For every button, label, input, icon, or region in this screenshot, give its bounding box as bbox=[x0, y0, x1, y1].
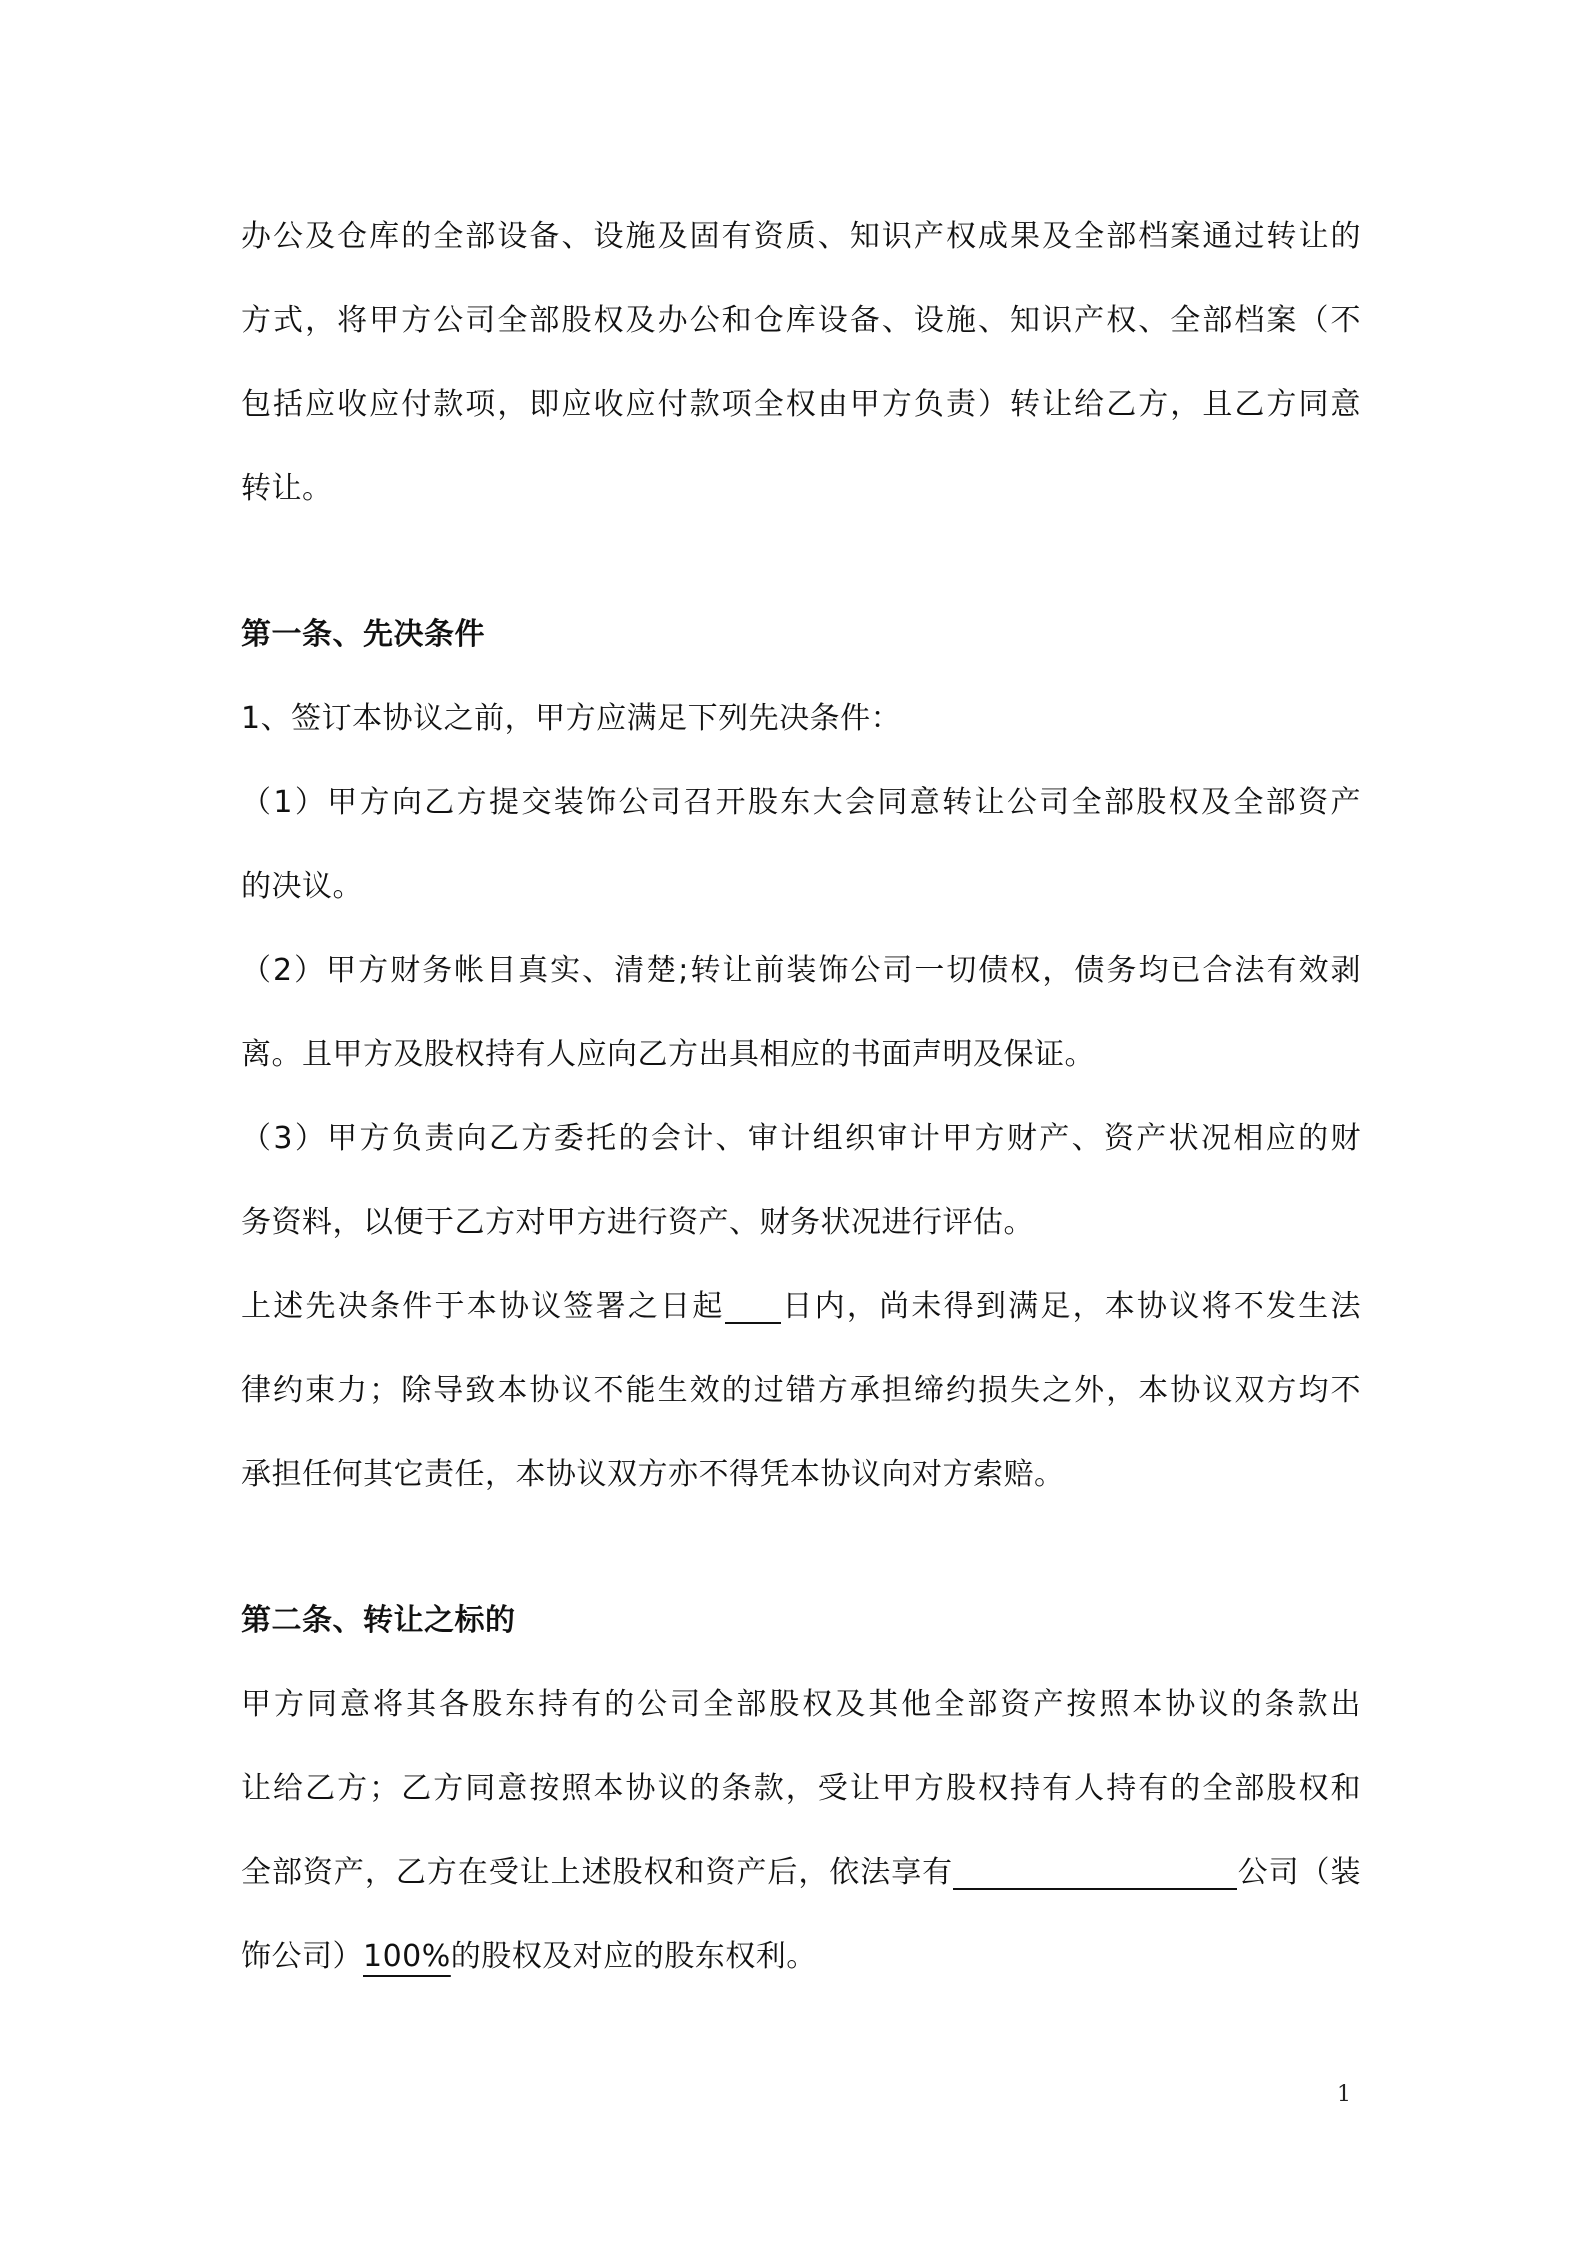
article-2-text-before-blank: 全部资产，乙方在受让上述股权和资产后，依法享有 bbox=[241, 1855, 954, 1890]
paragraph-gap bbox=[241, 1517, 1361, 1579]
article-1-sub-2-line-1: （2）甲方财务帐目真实、清楚;转让前装饰公司一切债权，债务均已合法有效剥 bbox=[241, 953, 1361, 988]
article-2-line-4-prefix: 饰公司） bbox=[241, 1939, 363, 1974]
condition-text-before-blank: 上述先决条件于本协议签署之日起 bbox=[241, 1289, 725, 1324]
page-number: 1 bbox=[1337, 2082, 1351, 2107]
intro-line-4: 转让。 bbox=[241, 471, 333, 506]
company-name-blank-field bbox=[953, 1858, 1237, 1890]
article-1-sub-1-line-1: （1）甲方向乙方提交装饰公司召开股东大会同意转让公司全部股权及全部资产 bbox=[241, 785, 1361, 820]
article-1-heading: 第一条、先决条件 bbox=[241, 617, 485, 652]
days-blank-field bbox=[725, 1292, 781, 1324]
article-2-line-4 bbox=[241, 1915, 1361, 1999]
intro-line-2: 方式，将甲方公司全部股权及办公和仓库设备、设施、知识产权、全部档案（不 bbox=[241, 303, 1361, 338]
paragraph-gap bbox=[241, 531, 1361, 593]
article-1-sub-2-line-2: 离。且甲方及股权持有人应向乙方出具相应的书面声明及保证。 bbox=[241, 1037, 1095, 1072]
article-1-sub-1-line-2: 的决议。 bbox=[241, 869, 363, 904]
article-1-sub-3-line-2: 务资料，以便于乙方对甲方进行资产、财务状况进行评估。 bbox=[241, 1205, 1034, 1240]
article-1-sub-3-line-1: （3）甲方负责向乙方委托的会计、审计组织审计甲方财产、资产状况相应的财 bbox=[241, 1121, 1361, 1156]
document-body bbox=[241, 195, 1361, 1999]
article-2-text-after-blank: 公司（装 bbox=[1237, 1855, 1362, 1890]
intro-line-1: 办公及仓库的全部设备、设施及固有资质、知识产权成果及全部档案通过转让的 bbox=[241, 219, 1361, 254]
article-1-condition-line-3: 承担任何其它责任，本协议双方亦不得凭本协议向对方索赔。 bbox=[241, 1457, 1065, 1492]
condition-text-after-blank: 日内，尚未得到满足，本协议将不发生法 bbox=[780, 1289, 1362, 1324]
article-1-condition-line-2: 律约束力；除导致本协议不能生效的过错方承担缔约损失之外，本协议双方均不 bbox=[241, 1373, 1361, 1408]
article-2-line-4-suffix: 的股权及对应的股东权利。 bbox=[450, 1939, 817, 1974]
article-2-line-1: 甲方同意将其各股东持有的公司全部股权及其他全部资产按照本协议的条款出 bbox=[241, 1687, 1361, 1722]
article-1-condition-line-1 bbox=[241, 1265, 1361, 1349]
share-percentage: 100% bbox=[363, 1939, 451, 1974]
intro-line-3: 包括应收应付款项，即应收应付款项全权由甲方负责）转让给乙方，且乙方同意 bbox=[241, 387, 1361, 422]
article-2-line-2: 让给乙方；乙方同意按照本协议的条款，受让甲方股权持有人持有的全部股权和 bbox=[241, 1771, 1361, 1806]
article-2-line-3 bbox=[241, 1831, 1361, 1915]
article-2-heading: 第二条、转让之标的 bbox=[241, 1603, 516, 1638]
article-1-item-1: 1、签订本协议之前，甲方应满足下列先决条件： bbox=[241, 701, 902, 736]
